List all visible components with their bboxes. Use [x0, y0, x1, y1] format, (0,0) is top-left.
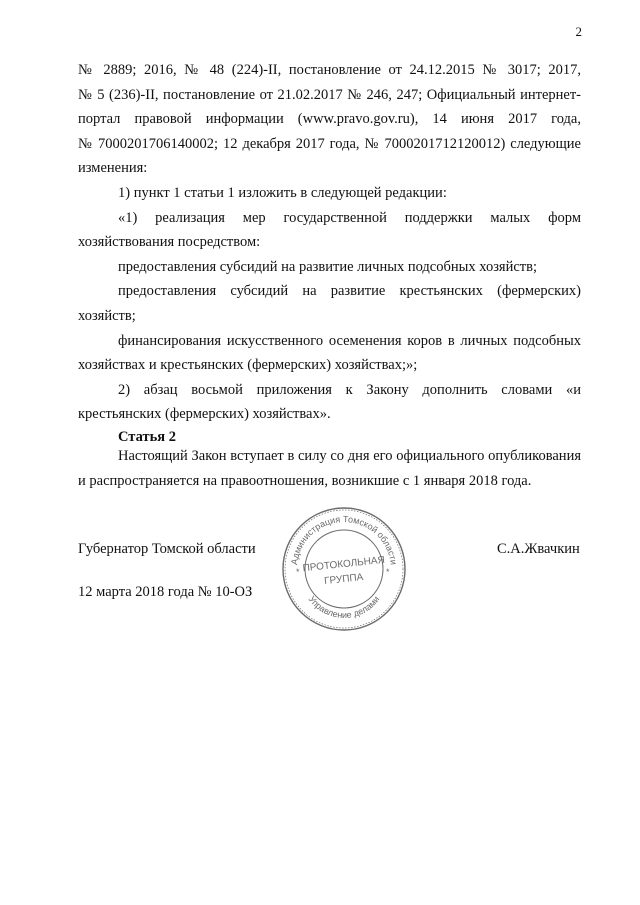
official-stamp — [280, 505, 408, 633]
amendment-item-2: 2) абзац восьмой приложения к Закону дополнить словами «и крестьянских (фермерских) хозяйствах». — [78, 381, 581, 423]
article-2-body — [78, 444, 581, 493]
stamp-star-right: * — [386, 567, 390, 577]
stamp-seal-icon — [280, 505, 408, 633]
amendments-list — [78, 181, 581, 427]
intro-line: изменения: — [78, 160, 148, 177]
article-2-text: Настоящий Закон вступает в силу со дня его официального опубликования и распространяется на правоотношения, возникшие с 1 января 2018 года. — [78, 448, 581, 489]
intro-line: портал правовой информации (www.pravo.gov.ru), 14 июня 2017 года, — [78, 111, 581, 128]
law-date-number: 12 марта 2018 года № 10-ОЗ — [78, 584, 253, 600]
intro-line: № 5 (236)-II, постановление от 21.02.2017 № 246, 247; Официальный интернет- — [78, 86, 581, 103]
governor-title: Губернатор Томской области — [78, 541, 256, 557]
intro-line: № 7000201706140002; 12 декабря 2017 года, № 7000201712120012) следующие — [78, 135, 581, 152]
page-number: 2 — [575, 24, 582, 39]
amendment-subitem: финансирования искусственного осеменения коров в личных подсобных хозяйствах и крестьянских (фермерских) хозяйствах;»; — [78, 332, 581, 374]
amendment-item-1-text: «1) реализация мер государственной поддержки малых форм хозяйствования посредством: — [78, 209, 581, 251]
intro-paragraph — [78, 58, 581, 181]
intro-line: № 2889; 2016, № 48 (224)-II, постановление от 24.12.2015 № 3017; 2017, — [78, 62, 581, 78]
amendment-subitem: предоставления субсидий на развитие личных подсобных хозяйств; — [118, 258, 537, 275]
stamp-center-line-1: ПРОТОКОЛЬНАЯ — [302, 554, 386, 575]
article-2-heading: Статья 2 — [118, 429, 176, 445]
stamp-center-line-2: ГРУППА — [323, 571, 364, 588]
stamp-star-left: * — [296, 567, 300, 577]
amendment-subitem: предоставления субсидий на развитие крестьянских (фермерских) хозяйств; — [78, 283, 581, 324]
governor-name: С.А.Жвачкин — [497, 541, 580, 557]
stamp-outer-bottom-text: Управление делами — [306, 594, 382, 621]
amendment-item-1-intro: 1) пункт 1 статьи 1 изложить в следующей редакции: — [118, 185, 447, 201]
stamp-outer-top-text: Администрация Томской области — [289, 513, 399, 566]
